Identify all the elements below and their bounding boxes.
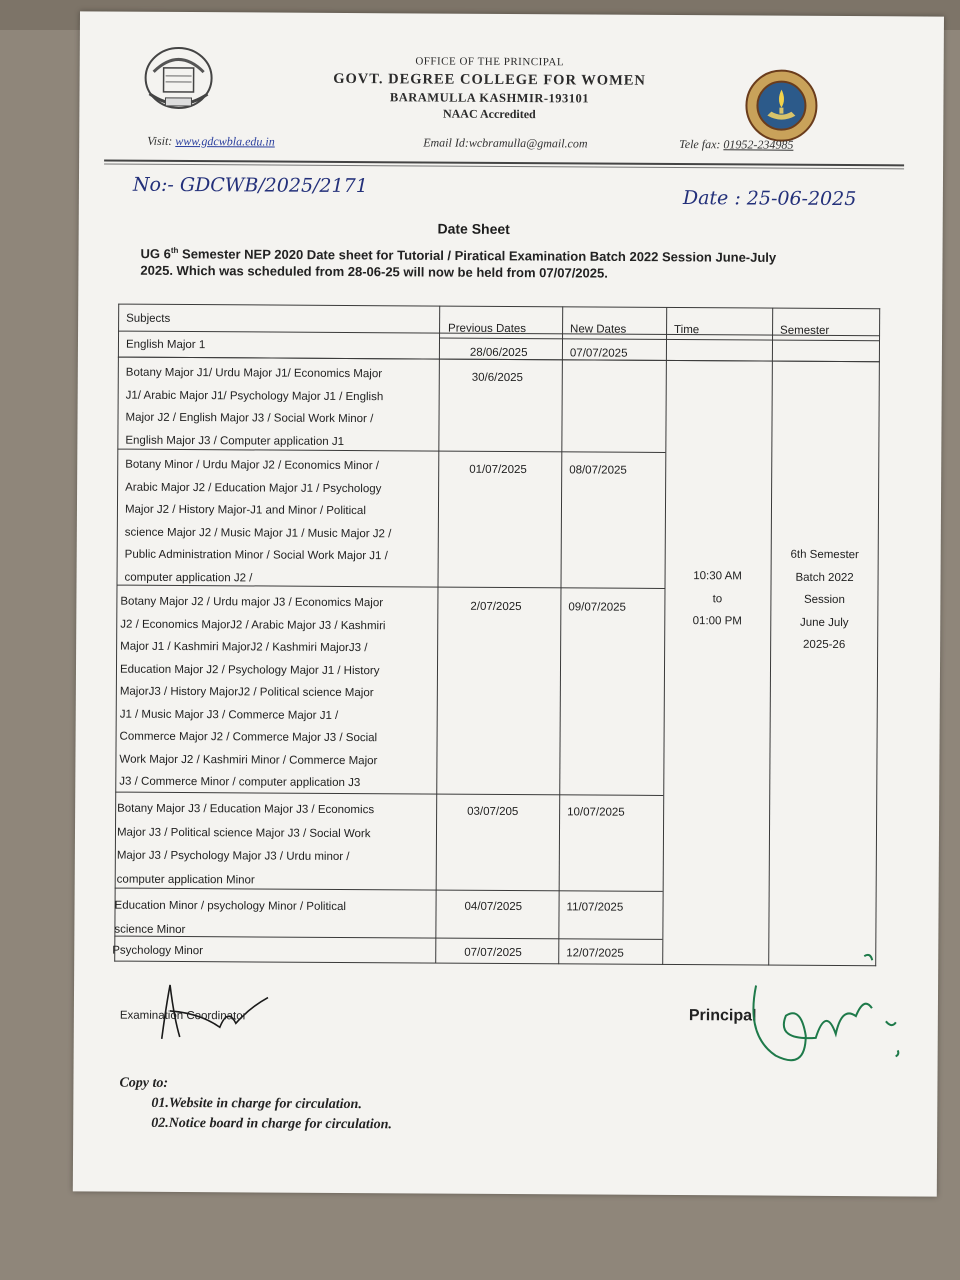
subject-line: MajorJ3 / History MajorJ2 / Political science Major [119,685,374,700]
coordinator-label: Examination Coordinator [119,1009,247,1023]
subject-line: Botany Major J1/ Urdu Major J1/ Economics Major [125,366,383,381]
row-new-date: 10/07/2025 [567,806,625,819]
time-end: 01:00 PM [692,615,742,628]
semester-line: June July [799,616,849,629]
row-new-date: 11/07/2025 [566,901,624,914]
subject-line: Psychology Minor [112,944,204,958]
date-sheet-table [114,304,880,967]
table-row-subjects [126,334,205,357]
subject-line: Major J3 / Political science Major J3 / Social Work [116,826,371,840]
intro-text-start: UG 6 [140,246,171,262]
intro-text-line2: 2025. Which was scheduled from 28-06-25 will now be held from 07/07/2025. [140,263,608,281]
intro-superscript: th [170,245,179,255]
document-page [73,11,944,1196]
subject-line: Botany Major J3 / Education Major J3 / Economics [117,802,375,817]
table-row-subjects [114,894,346,943]
telefax-line [679,137,793,153]
subject-line: Commerce Major J2 / Commerce Major J3 / Social [119,730,378,745]
email-line: Email Id:wcbramulla@gmail.com [423,135,588,151]
subject-line: J1 / Music Major J3 / Commerce Major J1 / [119,708,339,722]
row-previous-date: 2/07/2025 [470,600,522,614]
subject-line: computer application J2 / [124,571,253,584]
semester-line: Batch 2022 [795,571,854,584]
row-previous-date: 30/6/2025 [471,371,523,385]
exam-time [664,565,770,633]
col-line-2 [558,306,563,964]
subject-line: Education Minor / psychology Minor / Political [114,899,346,914]
subject-line: science Minor [114,923,186,937]
table-row-subjects [112,940,203,963]
subject-line: Major J2 / History Major-J1 and Minor / Political [124,503,366,518]
copy-to-section [119,1074,392,1136]
col-line-1 [435,306,440,964]
table-row-subjects [125,362,383,454]
semester-line: 2025-26 [803,638,846,652]
subject-line: Education Major J2 / Psychology Major J1 / History [119,663,380,677]
intro-text-rest: Semester NEP 2020 Date sheet for Tutorial / Piratical Examination Batch 2022 Session June-July [178,246,777,265]
subject-line: English Major 1 [125,338,206,352]
semester-line: 6th Semester [790,548,859,562]
row-previous-date: 03/07/205 [467,805,519,819]
semester-info [770,544,879,657]
semester-line: Session [803,593,845,607]
telefax-number: 01952-234985 [723,137,794,152]
website-link[interactable]: www.gdcwbla.edu.in [175,133,275,149]
subject-line: Major J3 / Psychology Major J3 / Urdu minor / [116,849,350,864]
row-new-date: 07/07/2025 [569,347,628,360]
reference-number: No:- GDCWB/2025/2171 [132,173,368,198]
visit-label: Visit: [147,133,173,148]
copy-to-item: 02.Notice board in charge for circulation. [151,1115,392,1133]
telefax-label: Tele fax: [679,137,721,152]
col-line-3 [662,307,667,965]
row-new-date: 09/07/2025 [568,601,626,614]
principal-label: Principal [688,1007,757,1025]
time-start: 10:30 AM [693,570,742,583]
subject-line: J1/ Arabic Major J1/ Psychology Major J1 / English [125,389,384,403]
subject-line: Public Administration Minor / Social Work Major J1 / [124,548,388,563]
row-previous-date: 28/06/2025 [469,346,528,360]
row-previous-date: 01/07/2025 [469,463,527,477]
copy-to-label: Copy to: [119,1075,169,1091]
subject-line: computer application Minor [116,873,255,886]
subject-line: Botany Major J2 / Urdu major J3 / Economics Major [120,595,384,610]
principal-signature [746,945,927,1076]
subject-line: Major J2 / English Major J3 / Social Work Minor / [125,411,374,426]
table-row-subjects [124,454,391,591]
document-title: Date Sheet [437,220,510,237]
header-subjects: Subjects [126,312,171,325]
header-previous-dates: Previous Dates [448,322,527,336]
intro-paragraph [140,242,860,284]
college-address: BARAMULLA KASHMIR-193101 [389,90,590,106]
college-name: GOVT. DEGREE COLLEGE FOR WOMEN [333,70,646,89]
subject-line: J2 / Economics MajorJ2 / Arabic Major J3 / Kashmiri [120,618,386,632]
subject-line: Major J1 / Kashmiri MajorJ2 / Kashmiri MajorJ3 / [120,640,368,655]
header-semester: Semester [780,324,830,337]
website-line [147,134,275,150]
row-new-date: 12/07/2025 [566,947,624,960]
time-to: to [712,592,723,605]
subject-line: Arabic Major J2 / Education Major J1 / Psychology [125,481,382,495]
row-new-date: 08/07/2025 [569,464,627,477]
reference-date: Date : 25-06-2025 [682,187,857,211]
table-row-subjects [117,798,375,894]
subject-line: science Major J2 / Music Major J1 / Music Major J2 / [124,526,392,540]
subject-line: Work Major J2 / Kashmiri Minor / Commerce Major [119,753,378,767]
naac-accreditation: NAAC Accredited [442,106,536,122]
college-seal-logo [743,67,819,143]
row-previous-date: 07/07/2025 [464,946,522,960]
header-time: Time [674,323,700,337]
state-emblem-logo [139,42,217,116]
office-heading: OFFICE OF THE PRINCIPAL [415,55,565,69]
header-new-dates: New Dates [570,323,627,336]
copy-to-item: 01.Website in charge for circulation. [151,1095,362,1113]
subject-line: J3 / Commerce Minor / computer application J3 [119,775,361,790]
table-border-top [118,304,880,310]
subject-line: English Major J3 / Computer application J1 [125,434,345,448]
subject-line: Botany Minor / Urdu Major J2 / Economics Minor / [125,458,380,473]
table-row-subjects [119,591,385,795]
row-previous-date: 04/07/2025 [464,900,523,914]
